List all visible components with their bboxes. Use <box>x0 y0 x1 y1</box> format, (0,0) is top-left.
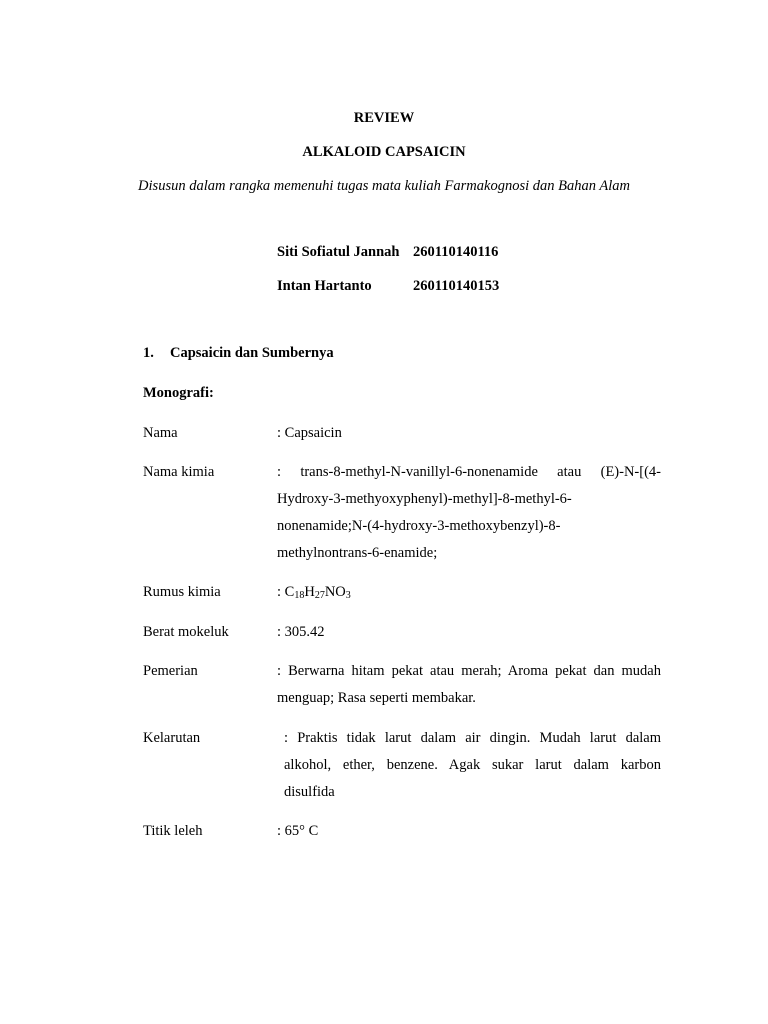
nama-kimia-line: : trans-8-methyl-N-vanillyl-6-nonenamide atau (E)-N-[(4- <box>277 464 661 480</box>
document-title: REVIEW <box>353 110 415 126</box>
document-purpose: Disusun dalam rangka memenuhi tugas mata kuliah Farmakognosi dan Bahan Alam <box>138 178 630 194</box>
section-number: 1. <box>143 345 154 361</box>
nama-kimia-label: Nama kimia <box>143 464 215 480</box>
kelarutan-line: alkohol, ether, benzene. Agak sukar larut dalam karbon <box>284 757 661 773</box>
author-nim: 260110140116 <box>413 244 499 260</box>
pemerian-label: Pemerian <box>143 663 198 679</box>
formula-subscript: 3 <box>345 590 351 601</box>
berat-molekul-label: Berat mokeluk <box>143 624 229 640</box>
rumus-kimia-value <box>277 584 351 601</box>
formula-subscript: 27 <box>314 590 325 601</box>
formula-part: : C <box>277 584 295 600</box>
pemerian-line: menguap; Rasa seperti membakar. <box>277 690 476 706</box>
author-nim: 260110140153 <box>413 278 500 294</box>
formula-part: H <box>304 584 315 600</box>
rumus-kimia-label: Rumus kimia <box>143 584 221 600</box>
titik-leleh-label: Titik leleh <box>143 823 203 839</box>
nama-kimia-line: methylnontrans-6-enamide; <box>277 545 438 561</box>
kelarutan-line: : Praktis tidak larut dalam air dingin. Mudah larut dalam <box>284 730 661 746</box>
kelarutan-label: Kelarutan <box>143 730 201 746</box>
monograph-heading: Monografi: <box>143 385 214 401</box>
nama-value: : Capsaicin <box>277 425 342 441</box>
berat-molekul-value: : 305.42 <box>277 624 325 640</box>
section-title: Capsaicin dan Sumbernya <box>170 345 334 361</box>
author-name: Intan Hartanto <box>277 278 372 294</box>
formula-part: NO <box>324 584 346 600</box>
author-name: Siti Sofiatul Jannah <box>277 244 400 260</box>
nama-kimia-line: Hydroxy-3-methyoxyphenyl)-methyl]-8-methyl-6- <box>277 491 572 507</box>
nama-label: Nama <box>143 425 178 441</box>
kelarutan-line: disulfida <box>284 784 335 800</box>
document-subtitle: ALKALOID CAPSAICIN <box>302 144 466 160</box>
pemerian-line: : Berwarna hitam pekat atau merah; Aroma pekat dan mudah <box>277 663 661 679</box>
formula-subscript: 18 <box>294 590 305 601</box>
titik-leleh-value: : 65° C <box>277 823 319 839</box>
nama-kimia-line: nonenamide;N-(4-hydroxy-3-methoxybenzyl)-8- <box>277 518 561 534</box>
